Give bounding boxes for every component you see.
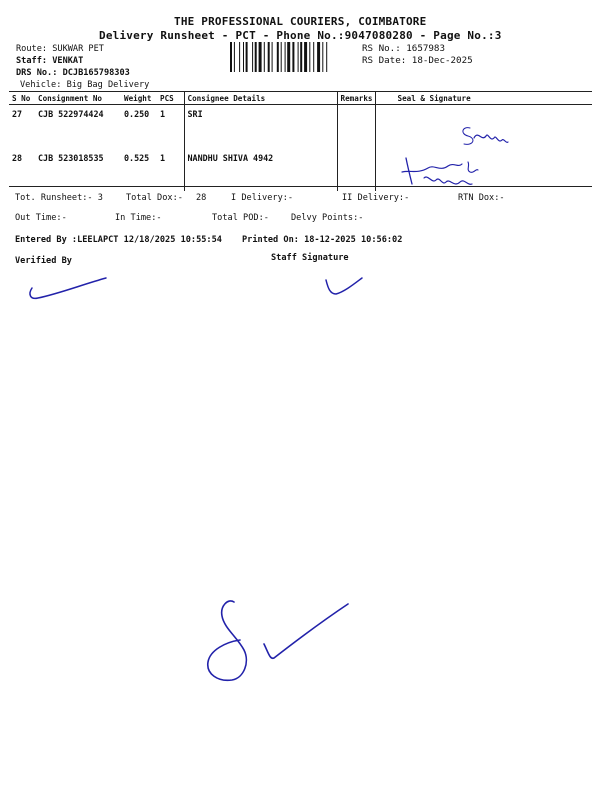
total-pod: Total POD:- [212, 213, 269, 223]
total-dox-value: 28 [196, 193, 207, 203]
staff-signature-label: Staff Signature [271, 253, 349, 263]
cell-consignee: SRI [184, 105, 337, 150]
ii-delivery: II Delivery:- [342, 193, 410, 203]
out-time: Out Time:- [15, 213, 67, 223]
table-header-row [9, 92, 592, 105]
vehicle-label: Vehicle: Big Bag Delivery [20, 80, 150, 90]
col-weight: Weight [121, 92, 157, 105]
cell-remarks [337, 149, 375, 191]
cell-weight: 0.525 [124, 153, 150, 163]
rtn-dox: RTN Dox:- [458, 193, 505, 203]
cell-consignee: NANDHU SHIVA 4942 [184, 149, 337, 191]
cell-sno: 27 [12, 109, 23, 119]
cell-weight: 0.250 [124, 109, 150, 119]
verified-by-signature [28, 276, 112, 302]
tot-runsheet: Tot. Runsheet:- 3 [15, 193, 103, 203]
printed-on: Printed On: 18-12-2025 10:56:02 [242, 235, 403, 245]
route-label: Route: SUKWAR PET [16, 44, 104, 54]
col-remarks: Remarks [337, 92, 375, 105]
i-delivery: I Delivery:- [231, 193, 294, 203]
cell-consignment: CJB 523018535 [38, 153, 104, 163]
cell-pcs: 1 [160, 153, 166, 163]
col-consignee: Consignee Details [184, 92, 337, 105]
runsheet-subtitle: Delivery Runsheet - PCT - Phone No.:9047080280 - Page No.:3 [99, 29, 502, 42]
large-signature [198, 596, 358, 692]
col-sno: S No [9, 92, 35, 105]
rs-date: RS Date: 18-Dec-2025 [362, 55, 473, 66]
staff-label: Staff: VENKAT [16, 56, 84, 66]
barcode [230, 42, 358, 72]
total-dox-label: Total Dox:- [126, 193, 183, 203]
cell-sno: 28 [12, 153, 23, 163]
verified-by: Verified By [15, 256, 72, 266]
cell-pcs: 1 [160, 109, 166, 119]
cell-consignment: CJB 522974424 [38, 109, 104, 119]
rs-number: RS No.: 1657983 [362, 43, 445, 54]
col-consignment: Consignment No [35, 92, 121, 105]
col-seal-signature: Seal & Signature [375, 92, 592, 105]
in-time: In Time:- [115, 213, 162, 223]
seal-signature-row-28 [398, 148, 508, 198]
staff-signature-mark [322, 272, 366, 298]
drs-number: DRS No.: DCJB165798303 [16, 68, 130, 78]
col-pcs: PCS [157, 92, 184, 105]
entered-by: Entered By :LEELAPCT 12/18/2025 10:55:54 [15, 235, 222, 245]
cell-remarks [337, 105, 375, 150]
delvy-points: Delvy Points:- [291, 213, 364, 223]
company-title: THE PROFESSIONAL COURIERS, COIMBATORE [174, 15, 427, 28]
